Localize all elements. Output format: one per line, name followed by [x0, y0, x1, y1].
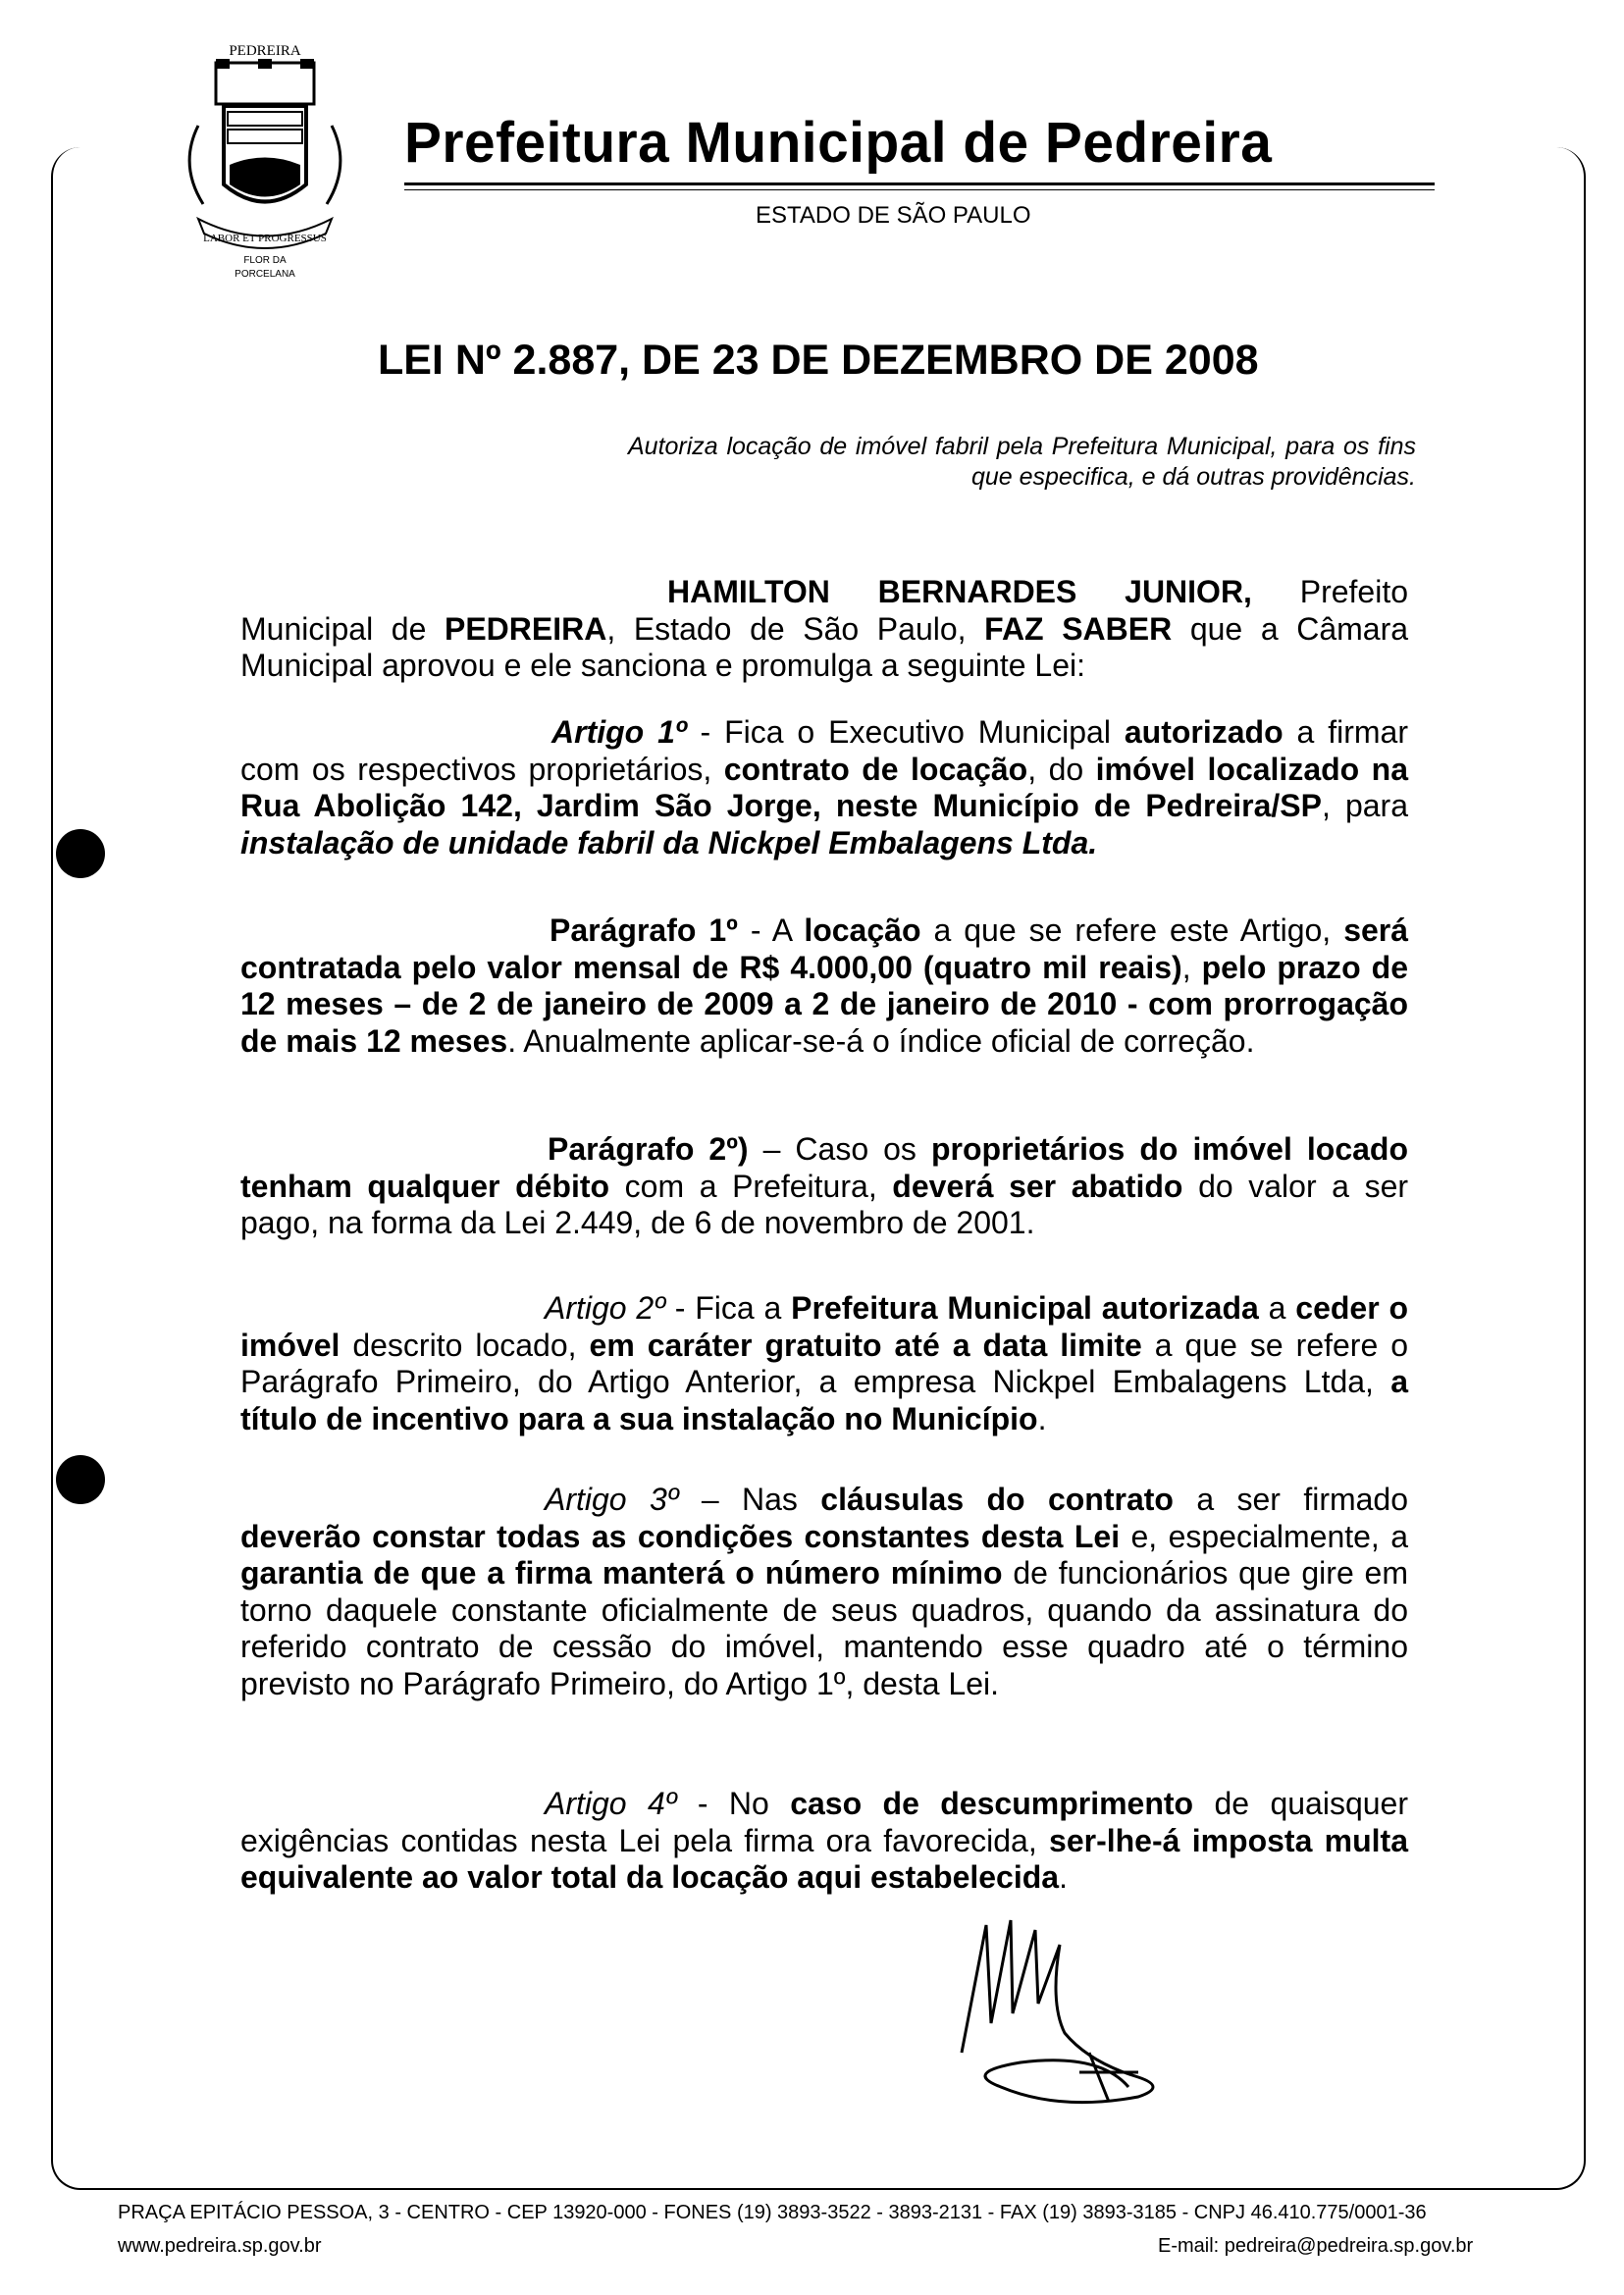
body-text: de quaisquer exigências contidas nesta Lei pela firma ora favorecida, [240, 1786, 1409, 1858]
svg-text:PORCELANA: PORCELANA [235, 269, 295, 280]
body-text: de funcionários que gire em torno daquele constante oficialmente de seus quadros, quando da assinatura do referido contrato de cessão do imóvel, mantendo esse quadro até o término previsto no Parágrafo Primeiro, do Artigo 1º, desta Lei. [240, 1555, 1409, 1701]
emphasized-text: a título de incentivo para a sua instalação no Município [240, 1364, 1408, 1436]
body-text: Prefeito Municipal de [240, 574, 1409, 647]
preamble-paragraph [240, 574, 1408, 685]
body-text: - A [737, 913, 805, 948]
law-title: LEI Nº 2.887, DE 23 DE DEZEMBRO DE 2008 [378, 337, 1259, 384]
emphasized-text: PEDREIRA [444, 610, 607, 647]
punch-hole-mark [56, 829, 105, 878]
svg-text:LABOR ET PROGRESSUS: LABOR ET PROGRESSUS [203, 233, 327, 244]
body-text: , Estado de São Paulo, [606, 610, 985, 647]
article-4-paragraph [240, 1786, 1408, 1897]
body-text: , [1181, 949, 1202, 985]
emphasized-text: contrato de locação [723, 751, 1028, 787]
body-text: - Fica a [664, 1290, 792, 1326]
body-text: , para [1321, 788, 1409, 823]
emphasized-text: Artigo 3º [545, 1482, 679, 1517]
emphasized-text: Artigo 4º [545, 1786, 677, 1821]
emphasized-text: imóvel localizado na Rua Abolição 142, Jardim São Jorge, neste Município de Pedreira/SP [240, 751, 1409, 823]
emphasized-text: deverão constar todas as condições constantes desta Lei [240, 1518, 1121, 1554]
body-text: do valor a ser pago, na forma da Lei 2.449, de 6 de novembro de 2001. [240, 1168, 1409, 1240]
body-text: a ser firmado [1173, 1482, 1409, 1517]
article-2-paragraph [240, 1290, 1408, 1437]
emphasized-text: em caráter gratuito até a data limite [589, 1327, 1142, 1363]
paragraph-2 [240, 1131, 1408, 1242]
article-1-paragraph [240, 714, 1408, 861]
body-text: - Fica o Executivo Municipal [686, 714, 1125, 750]
body-text: . [1037, 1400, 1047, 1436]
article-3-paragraph [240, 1482, 1408, 1702]
punch-hole-mark [56, 1455, 105, 1504]
svg-text:PEDREIRA: PEDREIRA [229, 43, 301, 59]
body-text: – Caso os [748, 1131, 931, 1167]
emphasized-text: caso de descumprimento [790, 1786, 1194, 1821]
footer-email-link[interactable]: E-mail: pedreira@pedreira.sp.gov.br [1158, 2235, 1474, 2257]
emphasized-text: HAMILTON BERNARDES JUNIOR, [667, 574, 1252, 609]
body-text: com a Prefeitura, [609, 1168, 893, 1204]
coat-of-arms-logo [169, 37, 361, 283]
body-text: e, especialmente, a [1120, 1518, 1409, 1554]
emphasized-text: ser-lhe-á imposta multa equivalente ao valor total da locação aqui estabelecida [240, 1822, 1408, 1895]
body-text: . [1059, 1859, 1068, 1895]
emphasized-text: Parágrafo 2º) [548, 1131, 749, 1167]
body-text: a [1258, 1290, 1296, 1326]
law-summary: Autoriza locação de imóvel fabril pela Prefeitura Municipal, para os fins que especifica, e dá outras providências. [628, 433, 1416, 491]
footer-address: PRAÇA EPITÁCIO PESSOA, 3 - CENTRO - CEP 13920-000 - FONES (19) 3893-3522 - 3893-2131 - FAX (19) 3893-3185 - CNPJ 46.410.775/0001-36 [118, 2202, 1427, 2223]
emphasized-text: FAZ SABER [984, 610, 1173, 647]
emphasized-text: autorizado [1124, 714, 1283, 750]
emphasized-text: garantia de que a firma manterá o número mínimo [240, 1555, 1003, 1591]
body-text: a firmar com os respectivos proprietários, [240, 714, 1408, 787]
mayor-signature [942, 1905, 1178, 2121]
emphasized-text: proprietários do imóvel locado tenham qualquer débito [240, 1131, 1409, 1204]
paragraph-1 [240, 913, 1408, 1060]
state-name: ESTADO DE SÃO PAULO [756, 202, 1031, 229]
body-text: a que se refere este Artigo, [920, 913, 1344, 948]
body-text: que a Câmara Municipal aprovou e ele sanciona e promulga a seguinte Lei: [240, 610, 1409, 683]
emphasized-text: pelo prazo de 12 meses – de 2 de janeiro de 2009 a 2 de janeiro de 2010 - com prorrogação de mais 12 meses [240, 949, 1409, 1059]
body-text: . Anualmente aplicar-se-á o índice oficial de correção. [507, 1022, 1255, 1059]
emphasized-text: cláusulas do contrato [820, 1482, 1174, 1517]
body-text: a que se refere o Parágrafo Primeiro, do Artigo Anterior, a empresa Nickpel Embalagens Ltda, [240, 1327, 1409, 1399]
emphasized-text: Prefeitura Municipal autorizada [791, 1290, 1259, 1326]
emphasized-text: deverá ser abatido [892, 1168, 1183, 1204]
emphasized-text: instalação de unidade fabril da Nickpel Embalagens Ltda. [240, 824, 1098, 861]
body-text: - No [676, 1786, 791, 1821]
emphasized-text: Artigo 1º [551, 714, 687, 750]
footer-website-link[interactable]: www.pedreira.sp.gov.br [118, 2235, 322, 2257]
municipality-title: Prefeitura Municipal de Pedreira [404, 111, 1273, 175]
emphasized-text: ceder o imóvel [240, 1290, 1409, 1363]
emphasized-text: será contratada pelo valor mensal de R$ 4.000,00 (quatro mil reais) [240, 913, 1409, 985]
svg-text:FLOR DA: FLOR DA [243, 255, 287, 266]
header-rule-thin [404, 189, 1435, 190]
body-text: descrito locado, [340, 1327, 590, 1363]
emphasized-text: Artigo 2º [545, 1290, 665, 1326]
emphasized-text: locação [804, 913, 921, 948]
emphasized-text: Parágrafo 1º [550, 913, 738, 948]
body-text: , do [1027, 751, 1096, 787]
header-rule [404, 183, 1435, 185]
body-text: – Nas [678, 1482, 821, 1517]
